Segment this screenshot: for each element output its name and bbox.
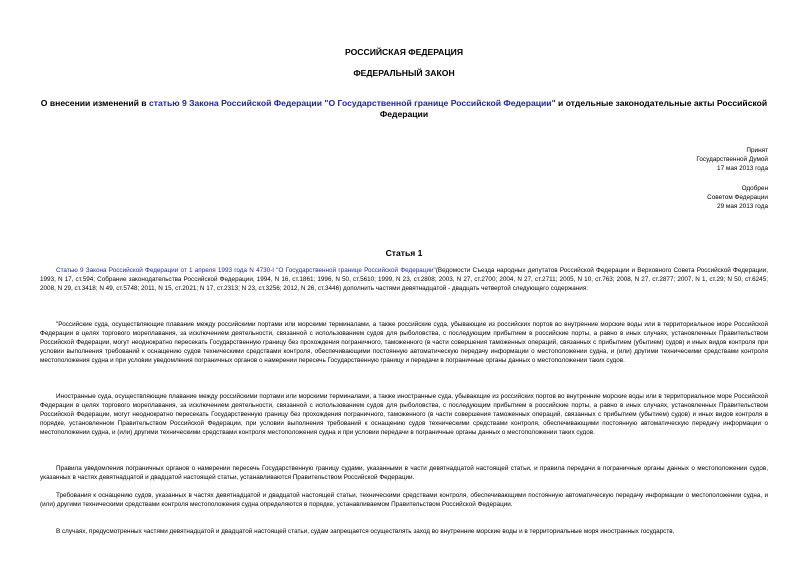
paragraph-2-text: "Российские суда, осуществляющие плавание между российскими портами или морскими терминалами, а также российские суда, убывающие из российских портов во внутренние морские воды или в территориальное море Российской Федерации в целях торгового мореплавания, за исключением деятельности, связанной с использованием судов для рыболовства, с последующим прибытием в российские порты, а равно в иных случаях, установленных Правительством Российской Федерации, могут неоднократно пересекать Государственную границу без прохождения пограничного, таможенного (в части совершения таможенных операций, связанных с прибытием (убытием) судов) и иных видов контроля при условии выполнения требований к оснащению судов техническими средствами контроля, обеспечивающими постоянную автоматическую передачу информации о местоположении судна, и (или) другими техническими средствами контроля местоположения судна и при условии уведомления пограничных органов о намерении пересечь Государственную границу и передачи в пограничные органы данных о местоположении таких судов. bbox=[40, 321, 768, 365]
law-title bbox=[40, 98, 768, 119]
approved-date: 29 мая 2013 года bbox=[717, 203, 768, 210]
adopted-date: 17 мая 2013 года bbox=[717, 165, 768, 172]
adopted-label: Принят bbox=[746, 147, 768, 154]
country-heading: РОССИЙСКАЯ ФЕДЕРАЦИЯ bbox=[344, 47, 464, 57]
law-type-heading: ФЕДЕРАЛЬНЫЙ ЗАКОН bbox=[353, 68, 455, 78]
paragraph-4-text: Правила уведомления пограничных органов о намерении пересечь Государственную границу судами, указанными в части девятнадцатой настоящей статьи, и правила передачи в пограничные органы данных о местоположении судов, указанных в частях девятнадцатой и двадцатой настоящей статьи, устанавливаются Правительством Российской Федерации. bbox=[40, 465, 768, 482]
adopted-body: Государственной Думой bbox=[696, 156, 768, 163]
law-title-suffix: и отдельные законодательные акты Российской Федерации bbox=[379, 98, 768, 119]
paragraph-3 bbox=[40, 392, 768, 437]
article-title: Статья 1 bbox=[385, 247, 423, 258]
paragraph-5-text: Требования к оснащению судов, указанных в частях девятнадцатой и двадцатой настоящей статьи, техническими средствами контроля, обеспечивающими постоянную автоматическую передачу информации о местоположении судна, и (или) другими техническими средствами контроля местоположения судна определяются в порядке, устанавливаемом Правительством Российской Федерации. bbox=[40, 492, 768, 509]
paragraph-2 bbox=[40, 320, 768, 365]
paragraph-5 bbox=[40, 491, 768, 509]
approved-body: Советом Федерации bbox=[707, 194, 768, 201]
approved-block bbox=[707, 184, 768, 211]
paragraph-1-text: (Ведомости Съезда народных депутатов Российской Федерации и Верховного Совета Российской Федерации, 1993, N 17, ст.594; Собрание законодательства Российской Федерации, 1994, N 16, ст.1861; 1996, N 50, ст.5610; 1999, N 23, ст.2808; 2003, N 27, ст.2700; 2004, N 27, ст.2711; 2005, N 10, ст.763; 2008, N 27, ст.2877; 2007, N 1, ст.29; N 50, ст.6245; 2008, N 29, ст.3418; N 49, ст.5748; 2011, N 15, ст.2021; N 17, ст.2313; N 23, ст.3256; 2012, N 26, ст.3446) дополнить частями девятнадцатой - двадцать четвертой следующего содержания: bbox=[40, 267, 768, 293]
approved-label: Одобрен bbox=[741, 185, 768, 192]
adopted-block bbox=[696, 146, 768, 173]
law-title-prefix: О внесении изменений в bbox=[40, 98, 149, 108]
paragraph-1 bbox=[40, 266, 768, 293]
law-title-link[interactable]: статью 9 Закона Российской Федерации "О Государственной границе Российской Федерации" bbox=[148, 98, 556, 108]
paragraph-4 bbox=[40, 464, 768, 482]
paragraph-6-text: В случаях, предусмотренных частями девятнадцатой и двадцатой настоящей статьи, судам запрещается осуществлять заход во внутренние морские воды и в территориальные моря иностранных государств, bbox=[56, 528, 675, 535]
paragraph-3-text: Иностранные суда, осуществляющие плавание между российскими портами или морскими терминалами, а также иностранные суда, убывающие из российских портов во внутренние морские воды или в территориальное море Российской Федерации в целях торгового мореплавания, за исключением деятельности, связанной с использованием судов для рыболовства, с последующим прибытием в российские порты, а равно в иных случаях, установленных Правительством Российской Федерации, могут неоднократно пересекать Государственную границу без прохождения пограничного, таможенного (в части совершения таможенных операций, связанных с прибытием (убытием) судов) и иных видов контроля в порядке, установленном Правительством Российской Федерации, при условии выполнения требований к оснащению судов техническими средствами контроля, обеспечивающими постоянную автоматическую передачу информации о местоположении судна, и (или) другими техническими средствами контроля местоположения судна и при условии передачи в пограничные органы данных о местоположении таких судов. bbox=[40, 393, 768, 437]
paragraph-6 bbox=[40, 527, 768, 536]
law-reference-link[interactable]: Статью 9 Закона Российской Федерации от 1 апреля 1993 года N 4730-I "О Государственной границе Российской Федерации" bbox=[56, 267, 436, 274]
